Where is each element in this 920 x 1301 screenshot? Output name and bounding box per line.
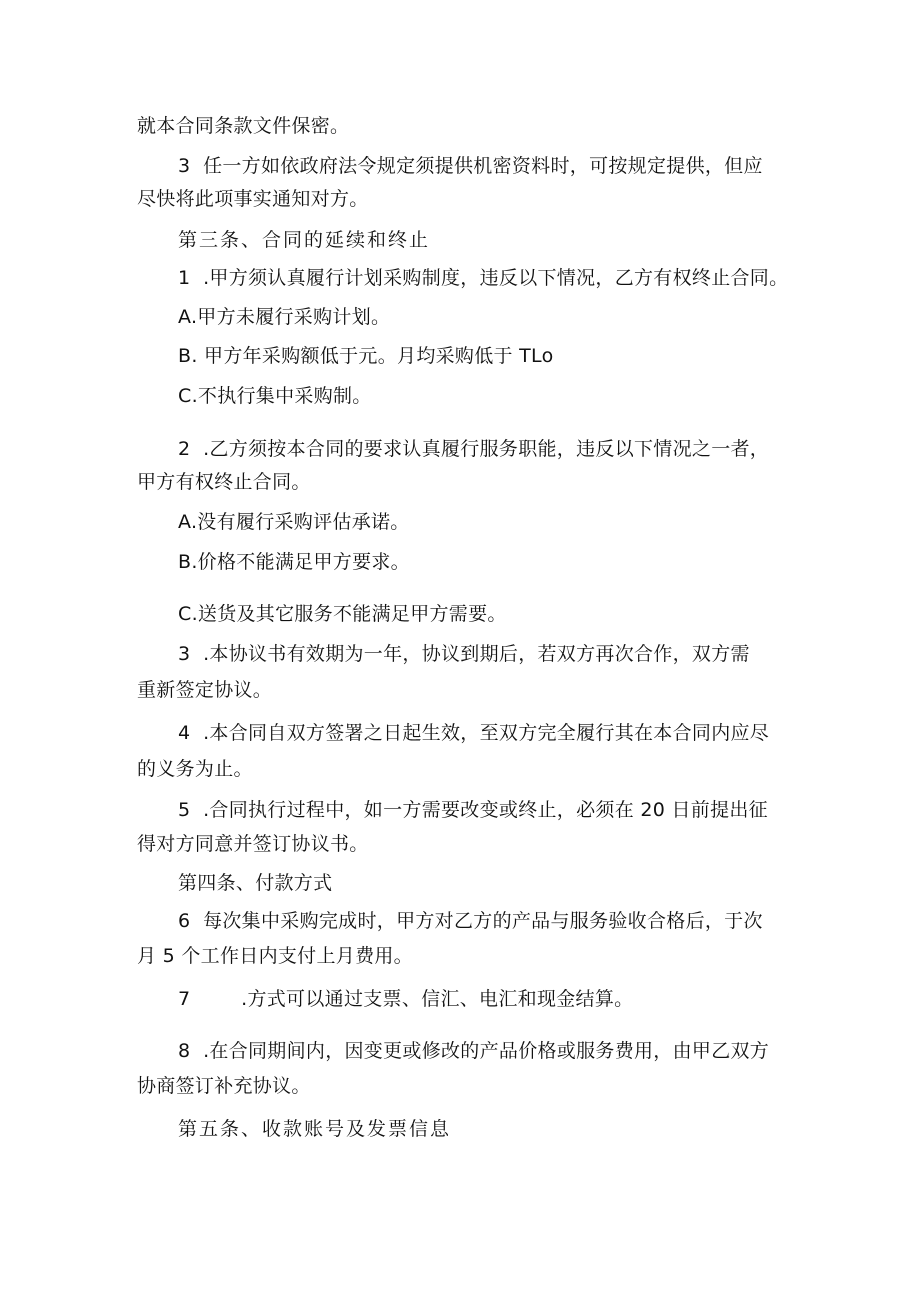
text-line: 的义务为止。 [137, 758, 253, 780]
text-line: 5 .合同执行过程中，如一方需要改变或终止，必须在 20 日前提出征 [178, 799, 768, 821]
text-line: C.送货及其它服务不能满足甲方需要。 [178, 603, 507, 625]
text-line: 协商签订补充协议。 [137, 1075, 311, 1097]
text-line: 3 .本协议书有效期为一年，协议到期后，若双方再次合作，双方需 [178, 643, 750, 665]
text-line: 尽快将此项事实通知对方。 [137, 188, 369, 210]
section-heading: 第三条、合同的延续和终止 [178, 229, 431, 251]
text-line: 重新签定协议。 [137, 679, 273, 701]
section-heading: 第五条、收款账号及发票信息 [178, 1118, 452, 1140]
text-line: A.甲方未履行采购计划。 [178, 306, 391, 328]
text-line: 甲方有权终止合同。 [137, 471, 311, 493]
text-line: 6 每次集中采购完成时，甲方对乙方的产品与服务验收合格后，于次 [178, 910, 763, 932]
text-line: 8 .在合同期间内，因变更或修改的产品价格或服务费用，由甲乙双方 [178, 1040, 770, 1062]
text-line: A.没有履行采购评估承诺。 [178, 511, 410, 533]
text-line: 月 5 个工作日内支付上月费用。 [137, 945, 413, 967]
text-line: B. 甲方年采购额低于元。月均采购低于 TLo [178, 345, 554, 367]
text-line: 1 .甲方须认真履行计划采购制度，违反以下情况，乙方有权终止合同。 [178, 267, 789, 289]
section-heading: 第四条、付款方式 [178, 872, 333, 894]
text-line: 得对方同意并签订协议书。 [137, 833, 369, 855]
text-line: 就本合同条款文件保密。 [137, 115, 350, 137]
text-line: 7 .方式可以通过支票、信汇、电汇和现金结算。 [178, 988, 634, 1010]
text-line: 4 .本合同自双方签署之日起生效，至双方完全履行其在本合同内应尽 [178, 722, 770, 744]
text-line: 3 任一方如依政府法令规定须提供机密资料时，可按规定提供，但应 [178, 155, 763, 177]
text-line: B.价格不能满足甲方要求。 [178, 551, 410, 573]
text-line: C.不执行集中采购制。 [178, 385, 372, 407]
text-line: 2 .乙方须按本合同的要求认真履行服务职能，违反以下情况之一者， [178, 438, 770, 460]
